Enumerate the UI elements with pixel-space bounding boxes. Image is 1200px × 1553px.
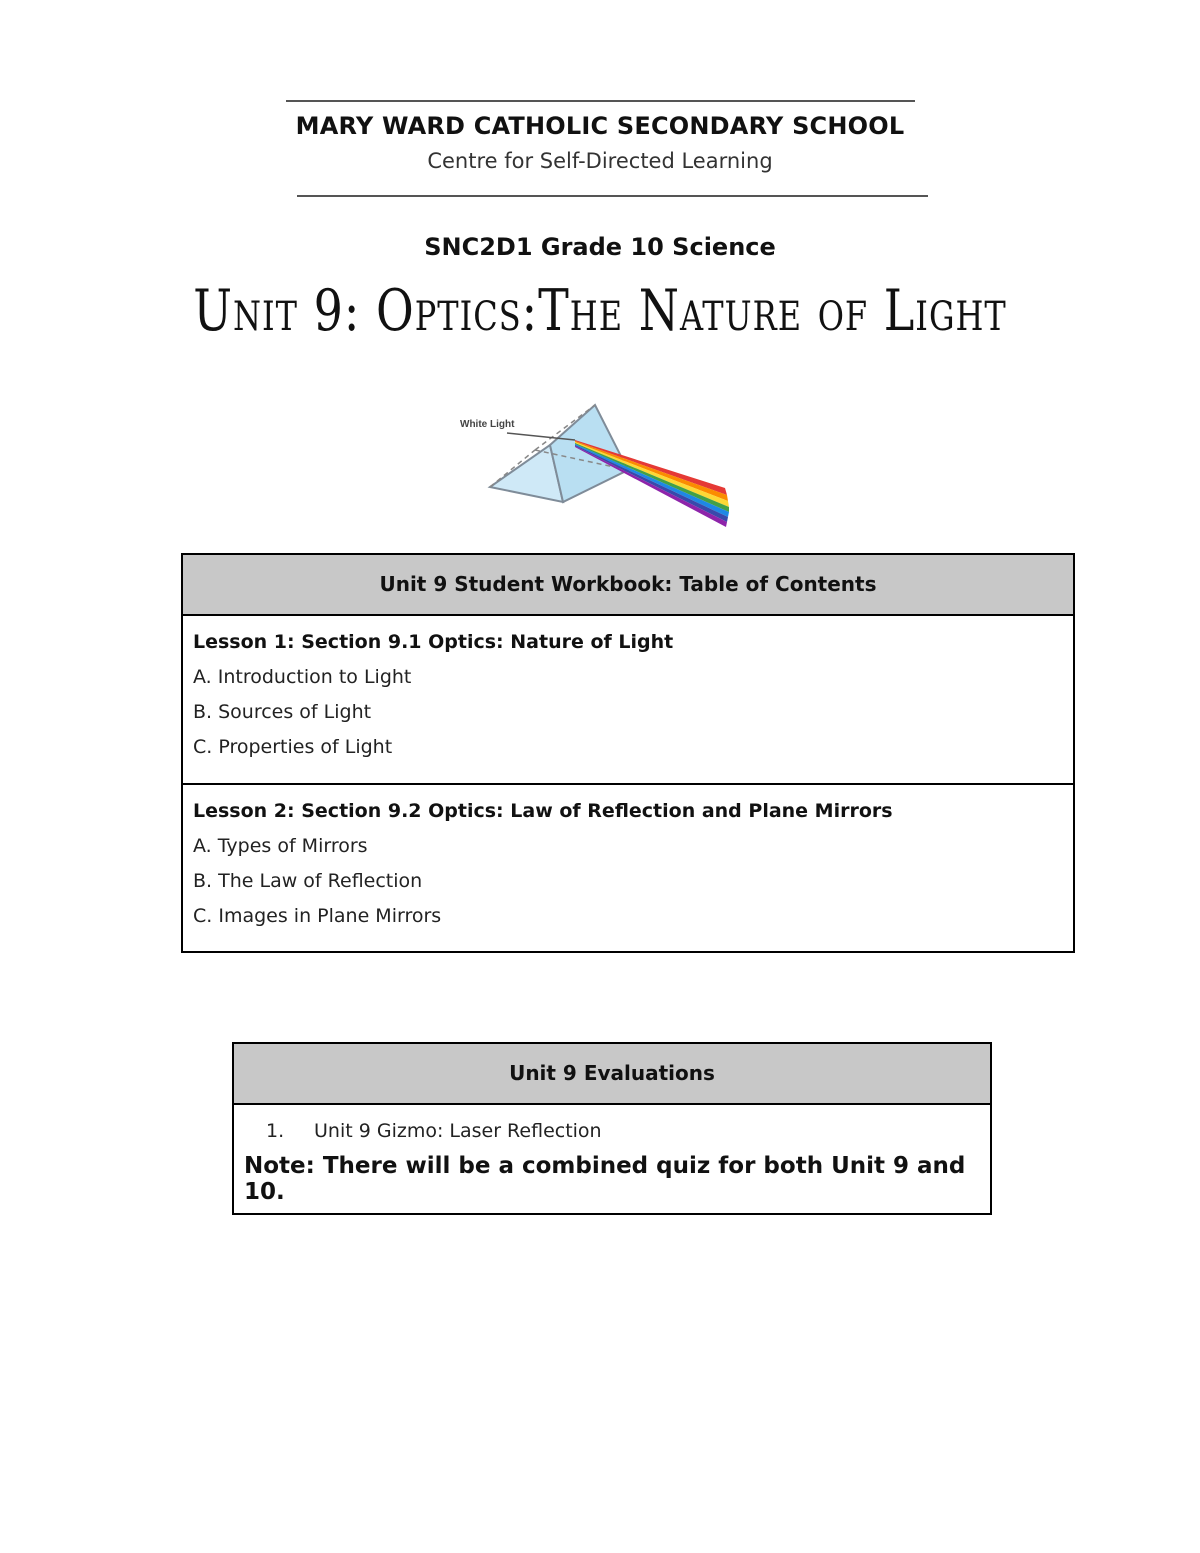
quiz-note: Note: There will be a combined quiz for both Unit 9 and 10.	[244, 1153, 966, 1205]
lesson-1-title: Lesson 1: Section 9.1 Optics: Nature of Light	[193, 631, 674, 653]
toc-heading: Unit 9 Student Workbook: Table of Contents	[183, 555, 1073, 616]
evaluations-heading: Unit 9 Evaluations	[234, 1044, 990, 1105]
lesson-1	[183, 616, 1073, 785]
evaluations-table	[232, 1042, 992, 1215]
prism-illustration	[455, 395, 735, 535]
table-of-contents	[181, 553, 1075, 953]
lesson-1-item-b: B. Sources of Light	[193, 701, 372, 723]
bottom-rule	[297, 195, 928, 197]
lesson-2-title: Lesson 2: Section 9.2 Optics: Law of Reflection and Plane Mirrors	[193, 800, 893, 822]
evaluation-item-number: 1.	[266, 1120, 285, 1142]
lesson-2-item-a: A. Types of Mirrors	[193, 835, 368, 857]
evaluation-item	[244, 1119, 980, 1143]
course-title: SNC2D1 Grade 10 Science	[424, 233, 776, 261]
top-rule	[286, 100, 915, 102]
lesson-2-item-c: C. Images in Plane Mirrors	[193, 905, 442, 927]
lesson-1-item-c: C. Properties of Light	[193, 736, 393, 758]
lesson-1-item-a: A. Introduction to Light	[193, 666, 412, 688]
lesson-2-item-b: B. The Law of Reflection	[193, 870, 423, 892]
evaluations-body	[234, 1105, 990, 1205]
unit-title: Unit 9: Optics:The Nature of Light	[193, 276, 1007, 344]
evaluation-item-text: Unit 9 Gizmo: Laser Reflection	[314, 1120, 602, 1142]
school-name: MARY WARD CATHOLIC SECONDARY SCHOOL	[295, 112, 905, 140]
centre-name: Centre for Self-Directed Learning	[427, 149, 773, 173]
lesson-2	[183, 785, 1073, 953]
white-light-label: White Light	[460, 419, 515, 430]
